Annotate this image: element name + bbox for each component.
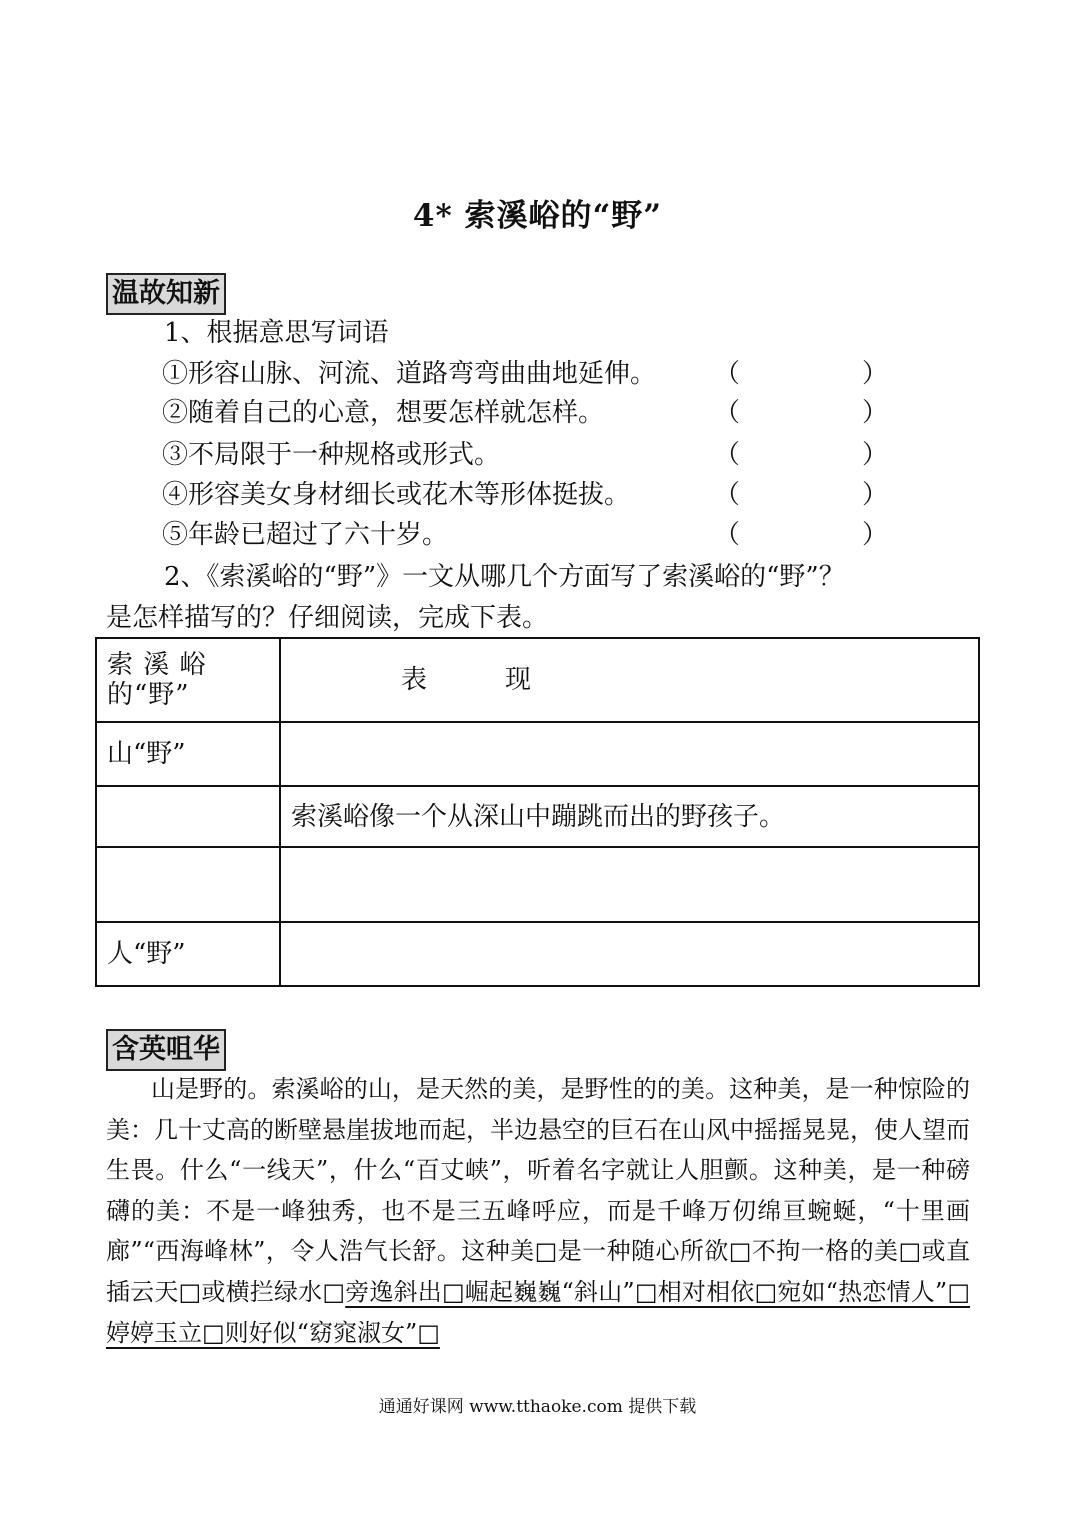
question-1-heading: 1、根据意思写词语 (164, 318, 389, 348)
question-1-item: ②随着自己的心意，想要怎样就怎样。 (162, 398, 605, 428)
table-row (96, 922, 979, 986)
table-row (96, 847, 979, 922)
section-label-review: 温故知新 (106, 273, 226, 315)
question-2-line-2: 是怎样描写的？仔细阅读，完成下表。 (106, 603, 549, 633)
answer-table (95, 637, 980, 987)
answer-open-paren: （ (714, 359, 741, 389)
question-1-item: ④形容美女身材细长或花木等形体挺拔。 (162, 480, 631, 510)
table-header-cell: 表 现 (280, 638, 979, 722)
page-title: 4* 索溪峪的“野” (412, 198, 663, 234)
answer-open-paren: （ (714, 398, 741, 428)
answer-open-paren: （ (714, 520, 741, 550)
question-1-item: ③不局限于一种规格或形式。 (162, 440, 501, 470)
question-2-line-1: 2、《索溪峪的“野”》一文从哪几个方面写了索溪峪的“野”？ (164, 562, 845, 592)
answer-close-paren: ） (862, 359, 889, 389)
table-header-row (96, 638, 979, 722)
section-label-reading: 含英咀华 (106, 1029, 226, 1071)
reading-passage (106, 1069, 970, 1353)
table-cell[interactable] (280, 847, 979, 922)
table-cell[interactable] (280, 922, 979, 986)
table-row (96, 786, 979, 847)
answer-close-paren: ） (862, 440, 889, 470)
passage-text: 山是野的。索溪峪的山，是天然的美，是野性的的美。这种美，是一种惊险的美：几十丈高的断壁悬崖拔地而起，半边悬空的巨石在山风中摇摇晃晃，使人望而生畏。什么“一线天”，什么“百丈峡”，听着名字就让人胆颤。这种美，是一种磅礴的美：不是一峰独秀，也不是三五峰呼应，而是千峰万仞绵亘蜿蜒，“十里画廊”“西海峰林”，令人浩气长舒。这种美□是一种随心所欲□不拘一格的美□或直插云天□或横拦绿水□ (106, 1075, 970, 1306)
footer-credit: 通通好课网 www.tthaoke.com 提供下载 (378, 1397, 697, 1417)
answer-open-paren: （ (714, 440, 741, 470)
table-cell: 山“野” (96, 722, 280, 786)
answer-open-paren: （ (714, 480, 741, 510)
table-cell: 人“野” (96, 922, 280, 986)
table-cell[interactable] (96, 786, 280, 847)
table-cell[interactable] (280, 722, 979, 786)
table-header-cell: 索 溪 峪 的“野” (96, 638, 280, 722)
passage-underlined-text: 旁逸斜出□崛起巍巍“斜山”□相对相依□宛如“热恋情人”□婷婷玉立□则好似“窈窕淑女”□ (106, 1277, 971, 1347)
question-1-item: ①形容山脉、河流、道路弯弯曲曲地延伸。 (162, 359, 657, 389)
question-1-item: ⑤年龄已超过了六十岁。 (162, 520, 449, 550)
table-cell[interactable] (96, 847, 280, 922)
answer-close-paren: ） (862, 480, 889, 510)
answer-close-paren: ） (862, 398, 889, 428)
answer-close-paren: ） (862, 520, 889, 550)
table-cell: 索溪峪像一个从深山中蹦跳而出的野孩子。 (280, 786, 979, 847)
table-row (96, 722, 979, 786)
